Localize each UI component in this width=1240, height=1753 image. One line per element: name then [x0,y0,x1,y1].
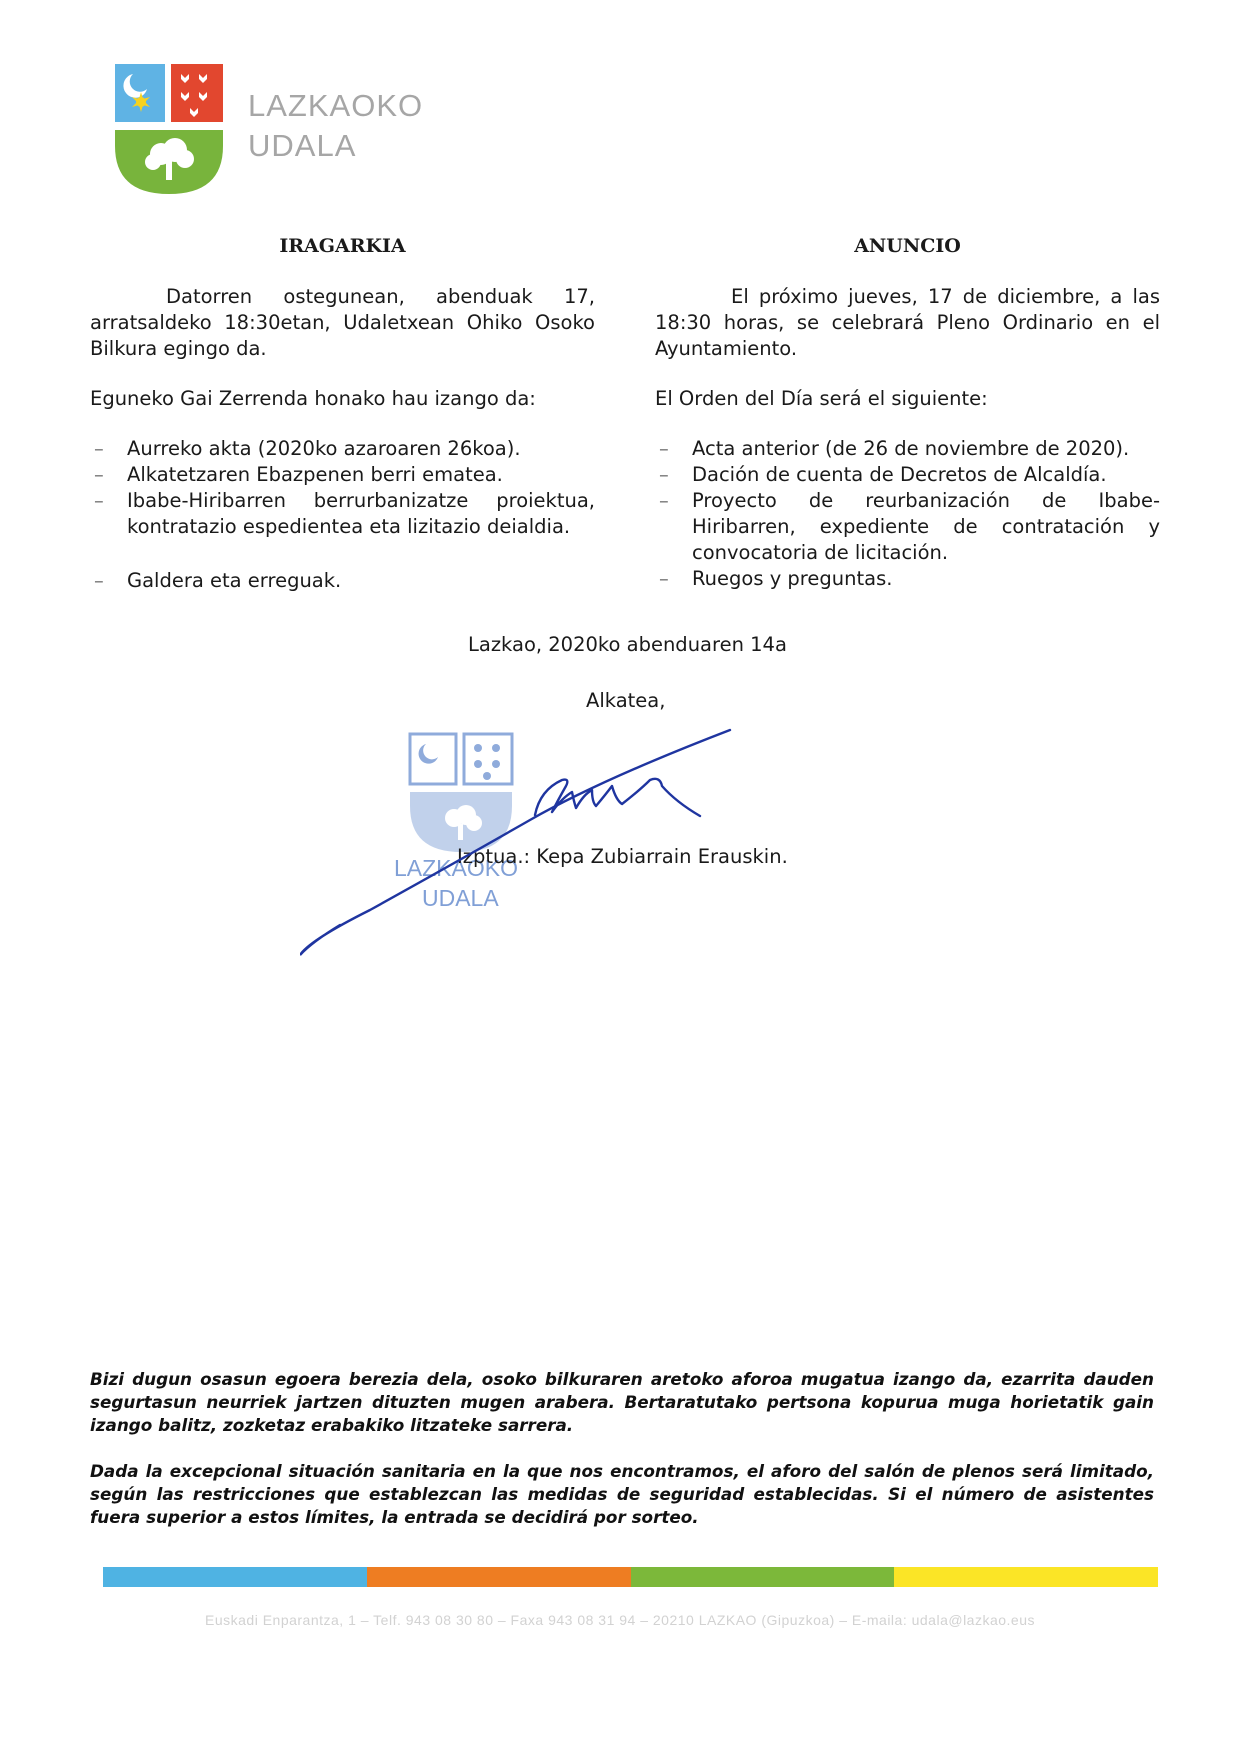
basque-agenda-title: Eguneko Gai Zerrenda honako hau izango da: [90,387,536,410]
basque-heading: IRAGARKIA [279,235,406,257]
spanish-heading: ANUNCIO [854,235,961,257]
color-bar-segment [894,1567,1158,1587]
municipal-coat-of-arms-logo [115,64,223,194]
basque-column [90,233,595,594]
agenda-item: – Aurreko akta (2020ko azaroaren 26koa). [90,436,595,462]
agenda-item: – Acta anterior (de 26 de noviembre de 2020). [655,436,1160,462]
basque-intro: Datorren ostegunean, abenduak 17, arratsaldeko 18:30etan, Udaletxean Ohiko Osoko Bilkura egingo da. [90,285,595,360]
handwritten-signature [300,720,770,960]
agenda-item: – Proyecto de reurbanización de Ibabe-Hiribarren, expediente de contratación y convocatoria de licitación. [655,488,1160,566]
spanish-agenda-list [655,436,1160,592]
agenda-item: – Dación de cuenta de Decretos de Alcaldía. [655,462,1160,488]
place-and-date: Lazkao, 2020ko abenduaren 14a [468,633,787,656]
logo-wordmark [248,86,423,166]
mayor-title: Alkatea, [586,689,666,712]
notice-spanish: Dada la excepcional situación sanitaria en la que nos encontramos, el aforo del salón de plenos será limitado, según las restricciones que establezcan las medidas de seguridad establecidas. Si el número de asistentes fuera superior a estos límites, la entrada se decidirá por sorteo. [90,1461,1154,1527]
brand-color-bar [103,1567,1158,1587]
agenda-item: – Ruegos y preguntas. [655,566,1160,592]
logo-line-1: LAZKAOKO [248,88,424,123]
seal-line-1: LAZKAOKO [394,855,518,881]
spanish-intro: El próximo jueves, 17 de diciembre, a las 18:30 horas, se celebrará Pleno Ordinario en el Ayuntamiento. [655,285,1160,360]
logo-line-2: UDALA [248,128,357,163]
footer-contact: Euskadi Enparantza, 1 – Telf. 943 08 30 80 – Faxa 943 08 31 94 – 20210 LAZKAO (Gipuzkoa) – E-maila: udala@lazkao.eus [205,1612,1035,1628]
spanish-column [655,233,1160,592]
signer-name: Izptua.: Kepa Zubiarrain Erauskin. [457,845,788,868]
notice-basque: Bizi dugun osasun egoera berezia dela, osoko bilkuraren aretoko aforoa mugatua izango da, ezarrita dauden segurtasun neurriek jartzen dituzten mugen arabera. Bertaratutako pertsona kopurua muga horietatik gain izango balitz, zozketaz erabakiko litzateke sarrera. [90,1369,1154,1435]
color-bar-segment [367,1567,631,1587]
agenda-item: – Alkatetzaren Ebazpenen berri ematea. [90,462,595,488]
seal-line-2: UDALA [422,885,499,911]
basque-agenda-list [90,436,595,594]
spanish-agenda-title: El Orden del Día será el siguiente: [655,387,988,410]
agenda-item: – Ibabe-Hiribarren berrurbanizatze proiektua, kontratazio espedientea eta lizitazio deialdia. [90,488,595,540]
agenda-item: – Galdera eta erreguak. [90,568,595,594]
color-bar-segment [103,1567,367,1587]
color-bar-segment [631,1567,895,1587]
